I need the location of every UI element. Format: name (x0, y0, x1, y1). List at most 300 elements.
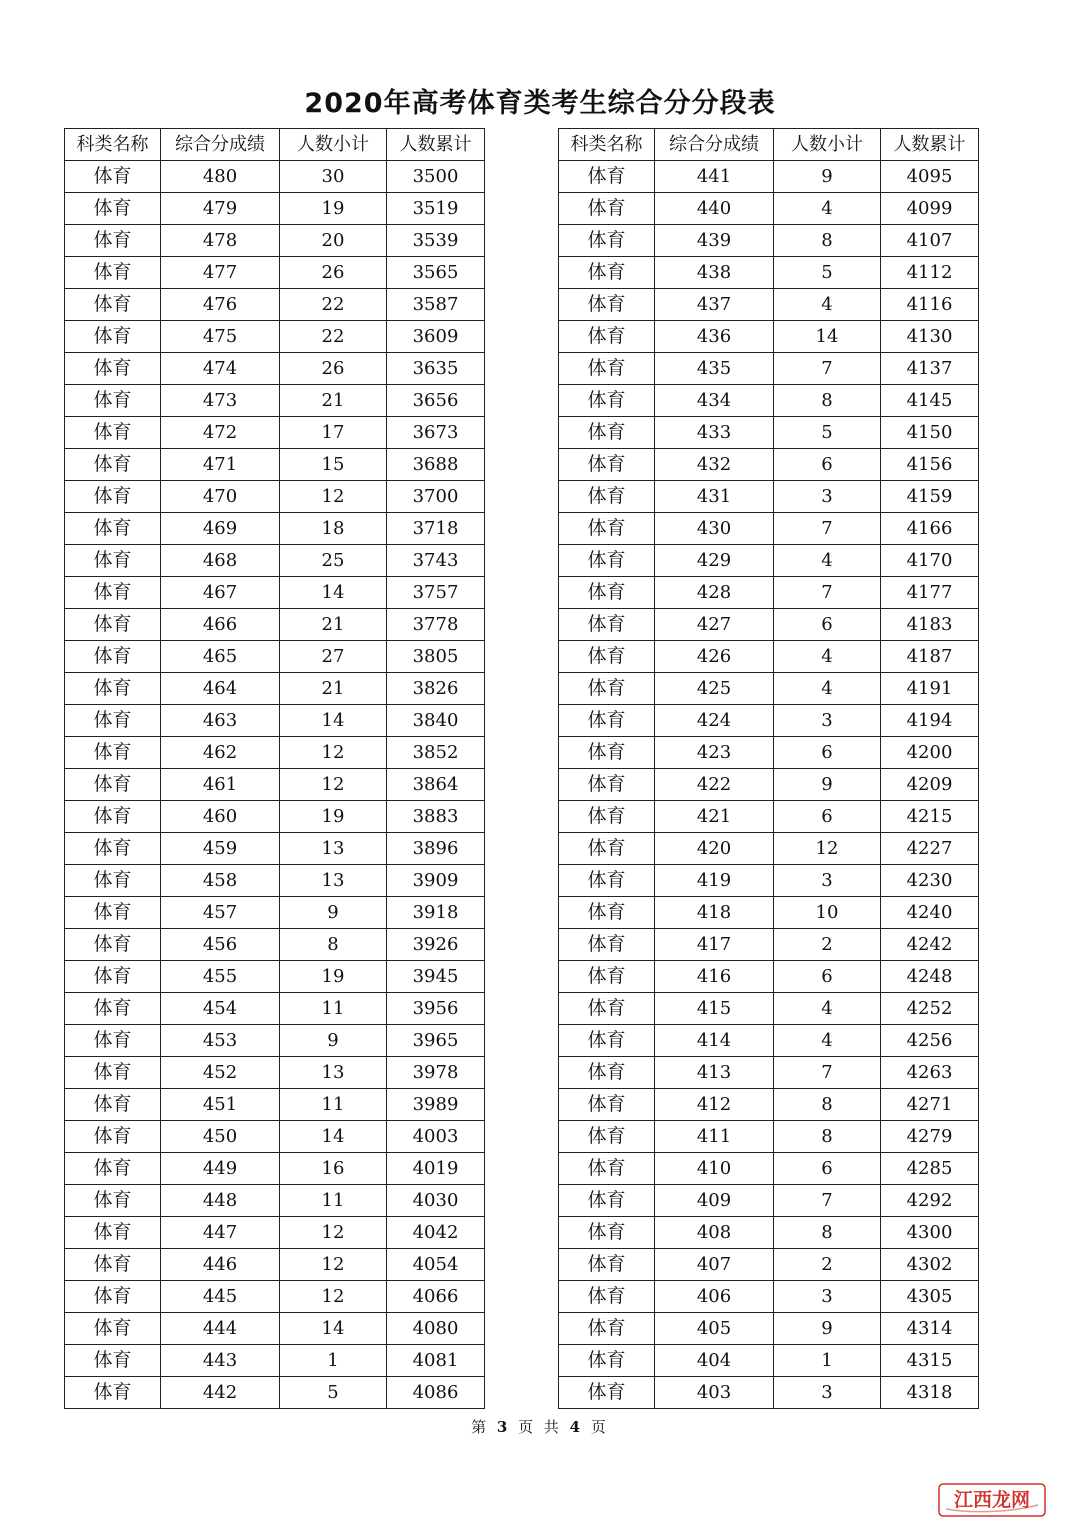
cell-subject: 体育 (559, 385, 655, 417)
table-row (559, 417, 979, 449)
cell-subject: 体育 (65, 481, 161, 513)
cell-subject: 体育 (559, 1089, 655, 1121)
cell-count: 12 (774, 833, 881, 865)
table-row (65, 257, 485, 289)
cell-cumulative: 4279 (881, 1121, 979, 1153)
cell-subject: 体育 (559, 897, 655, 929)
cell-count: 6 (774, 737, 881, 769)
cell-count: 26 (280, 353, 387, 385)
cell-score: 453 (161, 1025, 280, 1057)
cell-count: 14 (774, 321, 881, 353)
table-row (559, 961, 979, 993)
table-row (65, 1121, 485, 1153)
table-row (65, 833, 485, 865)
table-row (65, 1057, 485, 1089)
cell-score: 431 (655, 481, 774, 513)
table-row (65, 449, 485, 481)
cell-count: 11 (280, 1185, 387, 1217)
table-row (65, 1217, 485, 1249)
cell-cumulative: 3688 (387, 449, 485, 481)
cell-count: 3 (774, 705, 881, 737)
cell-score: 467 (161, 577, 280, 609)
cell-score: 423 (655, 737, 774, 769)
table-row (559, 1185, 979, 1217)
cell-count: 6 (774, 609, 881, 641)
table-row (559, 257, 979, 289)
cell-count: 19 (280, 193, 387, 225)
cell-subject: 体育 (65, 161, 161, 193)
cell-count: 6 (774, 1153, 881, 1185)
cell-subject: 体育 (65, 1281, 161, 1313)
cell-cumulative: 4252 (881, 993, 979, 1025)
cell-cumulative: 3978 (387, 1057, 485, 1089)
cell-score: 443 (161, 1345, 280, 1377)
table-row (65, 961, 485, 993)
table-row (65, 545, 485, 577)
cell-score: 433 (655, 417, 774, 449)
cell-count: 8 (280, 929, 387, 961)
cell-cumulative: 3909 (387, 865, 485, 897)
cell-cumulative: 4081 (387, 1345, 485, 1377)
cell-score: 458 (161, 865, 280, 897)
cell-subject: 体育 (65, 289, 161, 321)
cell-count: 14 (280, 705, 387, 737)
cell-cumulative: 4099 (881, 193, 979, 225)
cell-count: 1 (774, 1345, 881, 1377)
cell-subject: 体育 (65, 1153, 161, 1185)
cell-cumulative: 4116 (881, 289, 979, 321)
table-row (65, 417, 485, 449)
cell-cumulative: 3635 (387, 353, 485, 385)
cell-score: 447 (161, 1217, 280, 1249)
table-row (559, 705, 979, 737)
cell-cumulative: 3805 (387, 641, 485, 673)
cell-cumulative: 4285 (881, 1153, 979, 1185)
table-header-row (65, 129, 485, 161)
table-row (559, 1249, 979, 1281)
cell-score: 432 (655, 449, 774, 481)
cell-cumulative: 3896 (387, 833, 485, 865)
cell-count: 8 (774, 225, 881, 257)
cell-count: 13 (280, 1057, 387, 1089)
table-row (559, 161, 979, 193)
cell-subject: 体育 (559, 833, 655, 865)
cell-cumulative: 3956 (387, 993, 485, 1025)
cell-count: 19 (280, 801, 387, 833)
cell-subject: 体育 (65, 897, 161, 929)
table-row (65, 673, 485, 705)
cell-score: 464 (161, 673, 280, 705)
cell-count: 14 (280, 1121, 387, 1153)
cell-score: 451 (161, 1089, 280, 1121)
cell-cumulative: 3852 (387, 737, 485, 769)
watermark-logo (938, 1483, 1046, 1517)
cell-cumulative: 3864 (387, 769, 485, 801)
cell-count: 16 (280, 1153, 387, 1185)
cell-score: 472 (161, 417, 280, 449)
cell-count: 27 (280, 641, 387, 673)
cell-subject: 体育 (559, 321, 655, 353)
cell-count: 21 (280, 385, 387, 417)
cell-subject: 体育 (559, 193, 655, 225)
cell-cumulative: 4003 (387, 1121, 485, 1153)
cell-score: 462 (161, 737, 280, 769)
table-row (65, 1153, 485, 1185)
cell-cumulative: 4242 (881, 929, 979, 961)
cell-score: 457 (161, 897, 280, 929)
cell-cumulative: 4107 (881, 225, 979, 257)
cell-count: 8 (774, 1089, 881, 1121)
table-row (559, 865, 979, 897)
table-row (559, 1217, 979, 1249)
cell-subject: 体育 (65, 1217, 161, 1249)
cell-cumulative: 4137 (881, 353, 979, 385)
cell-subject: 体育 (65, 1057, 161, 1089)
cell-subject: 体育 (559, 641, 655, 673)
cell-cumulative: 3587 (387, 289, 485, 321)
header-subject: 科类名称 (65, 129, 161, 161)
cell-subject: 体育 (559, 417, 655, 449)
table-row (559, 1121, 979, 1153)
table-row (559, 225, 979, 257)
table-row (65, 1313, 485, 1345)
cell-count: 6 (774, 449, 881, 481)
cell-cumulative: 4080 (387, 1313, 485, 1345)
cell-cumulative: 4019 (387, 1153, 485, 1185)
cell-subject: 体育 (65, 1313, 161, 1345)
cell-score: 424 (655, 705, 774, 737)
cell-score: 425 (655, 673, 774, 705)
cell-subject: 体育 (65, 737, 161, 769)
cell-cumulative: 4054 (387, 1249, 485, 1281)
cell-count: 9 (774, 769, 881, 801)
cell-score: 411 (655, 1121, 774, 1153)
cell-count: 22 (280, 289, 387, 321)
footer-suffix: 页 (590, 1418, 609, 1436)
cell-subject: 体育 (559, 1377, 655, 1409)
watermark-text: 江西龙网 (953, 1489, 1031, 1511)
table-row (559, 1089, 979, 1121)
cell-score: 408 (655, 1217, 774, 1249)
cell-subject: 体育 (65, 1345, 161, 1377)
cell-count: 5 (774, 257, 881, 289)
cell-cumulative: 3926 (387, 929, 485, 961)
cell-count: 7 (774, 513, 881, 545)
cell-score: 469 (161, 513, 280, 545)
table-row (65, 385, 485, 417)
cell-cumulative: 4145 (881, 385, 979, 417)
cell-count: 3 (774, 1377, 881, 1409)
cell-count: 10 (774, 897, 881, 929)
cell-score: 463 (161, 705, 280, 737)
cell-score: 444 (161, 1313, 280, 1345)
cell-subject: 体育 (65, 513, 161, 545)
cell-subject: 体育 (559, 161, 655, 193)
cell-count: 4 (774, 993, 881, 1025)
cell-subject: 体育 (65, 1185, 161, 1217)
cell-cumulative: 4227 (881, 833, 979, 865)
cell-score: 403 (655, 1377, 774, 1409)
cell-subject: 体育 (559, 545, 655, 577)
cell-score: 460 (161, 801, 280, 833)
cell-score: 428 (655, 577, 774, 609)
cell-cumulative: 4314 (881, 1313, 979, 1345)
cell-score: 437 (655, 289, 774, 321)
cell-count: 22 (280, 321, 387, 353)
cell-score: 461 (161, 769, 280, 801)
table-row (65, 609, 485, 641)
table-row (65, 289, 485, 321)
cell-subject: 体育 (65, 673, 161, 705)
table-row (65, 353, 485, 385)
cell-count: 11 (280, 993, 387, 1025)
cell-score: 476 (161, 289, 280, 321)
cell-count: 20 (280, 225, 387, 257)
cell-cumulative: 3826 (387, 673, 485, 705)
cell-count: 25 (280, 545, 387, 577)
cell-count: 21 (280, 609, 387, 641)
cell-score: 477 (161, 257, 280, 289)
cell-count: 11 (280, 1089, 387, 1121)
cell-subject: 体育 (559, 577, 655, 609)
table-row (65, 897, 485, 929)
cell-cumulative: 4302 (881, 1249, 979, 1281)
table-row (65, 1185, 485, 1217)
cell-cumulative: 3883 (387, 801, 485, 833)
header-cumulative: 人数累计 (387, 129, 485, 161)
table-row (65, 929, 485, 961)
cell-subject: 体育 (65, 225, 161, 257)
cell-count: 13 (280, 833, 387, 865)
cell-count: 21 (280, 673, 387, 705)
cell-cumulative: 4318 (881, 1377, 979, 1409)
cell-score: 409 (655, 1185, 774, 1217)
table-row (559, 673, 979, 705)
table-row (559, 641, 979, 673)
cell-subject: 体育 (559, 1121, 655, 1153)
cell-count: 18 (280, 513, 387, 545)
cell-count: 6 (774, 801, 881, 833)
cell-cumulative: 3565 (387, 257, 485, 289)
cell-score: 448 (161, 1185, 280, 1217)
table-row (65, 321, 485, 353)
cell-score: 406 (655, 1281, 774, 1313)
cell-cumulative: 3840 (387, 705, 485, 737)
cell-score: 413 (655, 1057, 774, 1089)
table-row (559, 1281, 979, 1313)
cell-subject: 体育 (65, 865, 161, 897)
table-row (559, 993, 979, 1025)
cell-cumulative: 4263 (881, 1057, 979, 1089)
footer-total-pages: 4 (569, 1418, 584, 1436)
cell-score: 478 (161, 225, 280, 257)
cell-count: 7 (774, 577, 881, 609)
cell-score: 471 (161, 449, 280, 481)
page-footer (0, 1416, 1080, 1438)
cell-score: 442 (161, 1377, 280, 1409)
cell-subject: 体育 (559, 257, 655, 289)
cell-count: 2 (774, 929, 881, 961)
cell-subject: 体育 (65, 193, 161, 225)
cell-cumulative: 4305 (881, 1281, 979, 1313)
cell-cumulative: 4248 (881, 961, 979, 993)
cell-count: 12 (280, 1249, 387, 1281)
cell-subject: 体育 (559, 353, 655, 385)
table-row (559, 513, 979, 545)
table-row (65, 801, 485, 833)
table-row (559, 449, 979, 481)
cell-cumulative: 4166 (881, 513, 979, 545)
cell-subject: 体育 (559, 1153, 655, 1185)
cell-subject: 体育 (559, 1249, 655, 1281)
cell-subject: 体育 (559, 481, 655, 513)
table-row (65, 513, 485, 545)
cell-subject: 体育 (65, 385, 161, 417)
cell-cumulative: 3989 (387, 1089, 485, 1121)
cell-subject: 体育 (559, 929, 655, 961)
cell-subject: 体育 (559, 449, 655, 481)
cell-score: 404 (655, 1345, 774, 1377)
cell-count: 3 (774, 865, 881, 897)
table-row (559, 1313, 979, 1345)
cell-score: 427 (655, 609, 774, 641)
cell-subject: 体育 (65, 1089, 161, 1121)
cell-score: 466 (161, 609, 280, 641)
cell-subject: 体育 (65, 801, 161, 833)
cell-count: 6 (774, 961, 881, 993)
cell-cumulative: 4240 (881, 897, 979, 929)
cell-count: 2 (774, 1249, 881, 1281)
cell-subject: 体育 (65, 929, 161, 961)
table-row (559, 801, 979, 833)
header-count: 人数小计 (774, 129, 881, 161)
cell-count: 4 (774, 1025, 881, 1057)
cell-cumulative: 4315 (881, 1345, 979, 1377)
cell-cumulative: 4030 (387, 1185, 485, 1217)
table-row (559, 1377, 979, 1409)
cell-cumulative: 4191 (881, 673, 979, 705)
cell-count: 9 (774, 1313, 881, 1345)
cell-score: 445 (161, 1281, 280, 1313)
cell-score: 475 (161, 321, 280, 353)
table-row (559, 609, 979, 641)
cell-subject: 体育 (559, 1185, 655, 1217)
score-table-right (558, 128, 979, 1409)
cell-subject: 体育 (559, 225, 655, 257)
table-row (559, 833, 979, 865)
cell-count: 13 (280, 865, 387, 897)
table-row (559, 193, 979, 225)
cell-count: 12 (280, 481, 387, 513)
cell-cumulative: 4187 (881, 641, 979, 673)
cell-cumulative: 3700 (387, 481, 485, 513)
cell-cumulative: 4042 (387, 1217, 485, 1249)
cell-subject: 体育 (65, 609, 161, 641)
cell-score: 429 (655, 545, 774, 577)
cell-cumulative: 4095 (881, 161, 979, 193)
table-row (65, 737, 485, 769)
cell-count: 17 (280, 417, 387, 449)
cell-score: 422 (655, 769, 774, 801)
cell-subject: 体育 (65, 417, 161, 449)
cell-subject: 体育 (559, 801, 655, 833)
cell-score: 417 (655, 929, 774, 961)
footer-page-number: 3 (496, 1418, 511, 1436)
cell-score: 479 (161, 193, 280, 225)
cell-cumulative: 3918 (387, 897, 485, 929)
cell-cumulative: 4177 (881, 577, 979, 609)
cell-cumulative: 4086 (387, 1377, 485, 1409)
cell-count: 1 (280, 1345, 387, 1377)
cell-subject: 体育 (65, 577, 161, 609)
table-row (65, 193, 485, 225)
cell-subject: 体育 (65, 993, 161, 1025)
cell-score: 455 (161, 961, 280, 993)
cell-count: 4 (774, 673, 881, 705)
table-row (65, 1345, 485, 1377)
cell-subject: 体育 (559, 1281, 655, 1313)
cell-cumulative: 4066 (387, 1281, 485, 1313)
cell-count: 15 (280, 449, 387, 481)
cell-count: 8 (774, 1217, 881, 1249)
cell-subject: 体育 (559, 1313, 655, 1345)
cell-subject: 体育 (559, 1025, 655, 1057)
cell-subject: 体育 (65, 1377, 161, 1409)
cell-score: 436 (655, 321, 774, 353)
cell-cumulative: 3500 (387, 161, 485, 193)
cell-score: 465 (161, 641, 280, 673)
cell-subject: 体育 (65, 641, 161, 673)
table-row (65, 1089, 485, 1121)
cell-subject: 体育 (559, 673, 655, 705)
cell-count: 26 (280, 257, 387, 289)
cell-count: 9 (280, 897, 387, 929)
cell-subject: 体育 (65, 1025, 161, 1057)
table-row (65, 225, 485, 257)
cell-score: 454 (161, 993, 280, 1025)
cell-count: 5 (774, 417, 881, 449)
cell-count: 14 (280, 577, 387, 609)
cell-score: 473 (161, 385, 280, 417)
cell-score: 421 (655, 801, 774, 833)
cell-subject: 体育 (559, 705, 655, 737)
table-row (65, 865, 485, 897)
cell-cumulative: 4194 (881, 705, 979, 737)
cell-count: 30 (280, 161, 387, 193)
table-row (65, 993, 485, 1025)
cell-cumulative: 3673 (387, 417, 485, 449)
table-row (559, 1057, 979, 1089)
cell-subject: 体育 (559, 513, 655, 545)
cell-cumulative: 3718 (387, 513, 485, 545)
cell-cumulative: 4256 (881, 1025, 979, 1057)
cell-subject: 体育 (65, 353, 161, 385)
cell-count: 9 (774, 161, 881, 193)
table-row (65, 769, 485, 801)
cell-score: 410 (655, 1153, 774, 1185)
cell-cumulative: 3778 (387, 609, 485, 641)
cell-subject: 体育 (559, 737, 655, 769)
cell-cumulative: 3743 (387, 545, 485, 577)
table-row (559, 897, 979, 929)
cell-subject: 体育 (65, 449, 161, 481)
cell-count: 4 (774, 545, 881, 577)
cell-cumulative: 4230 (881, 865, 979, 897)
table-row (65, 481, 485, 513)
table-row (65, 161, 485, 193)
footer-prefix: 第 (471, 1418, 490, 1436)
cell-count: 4 (774, 641, 881, 673)
